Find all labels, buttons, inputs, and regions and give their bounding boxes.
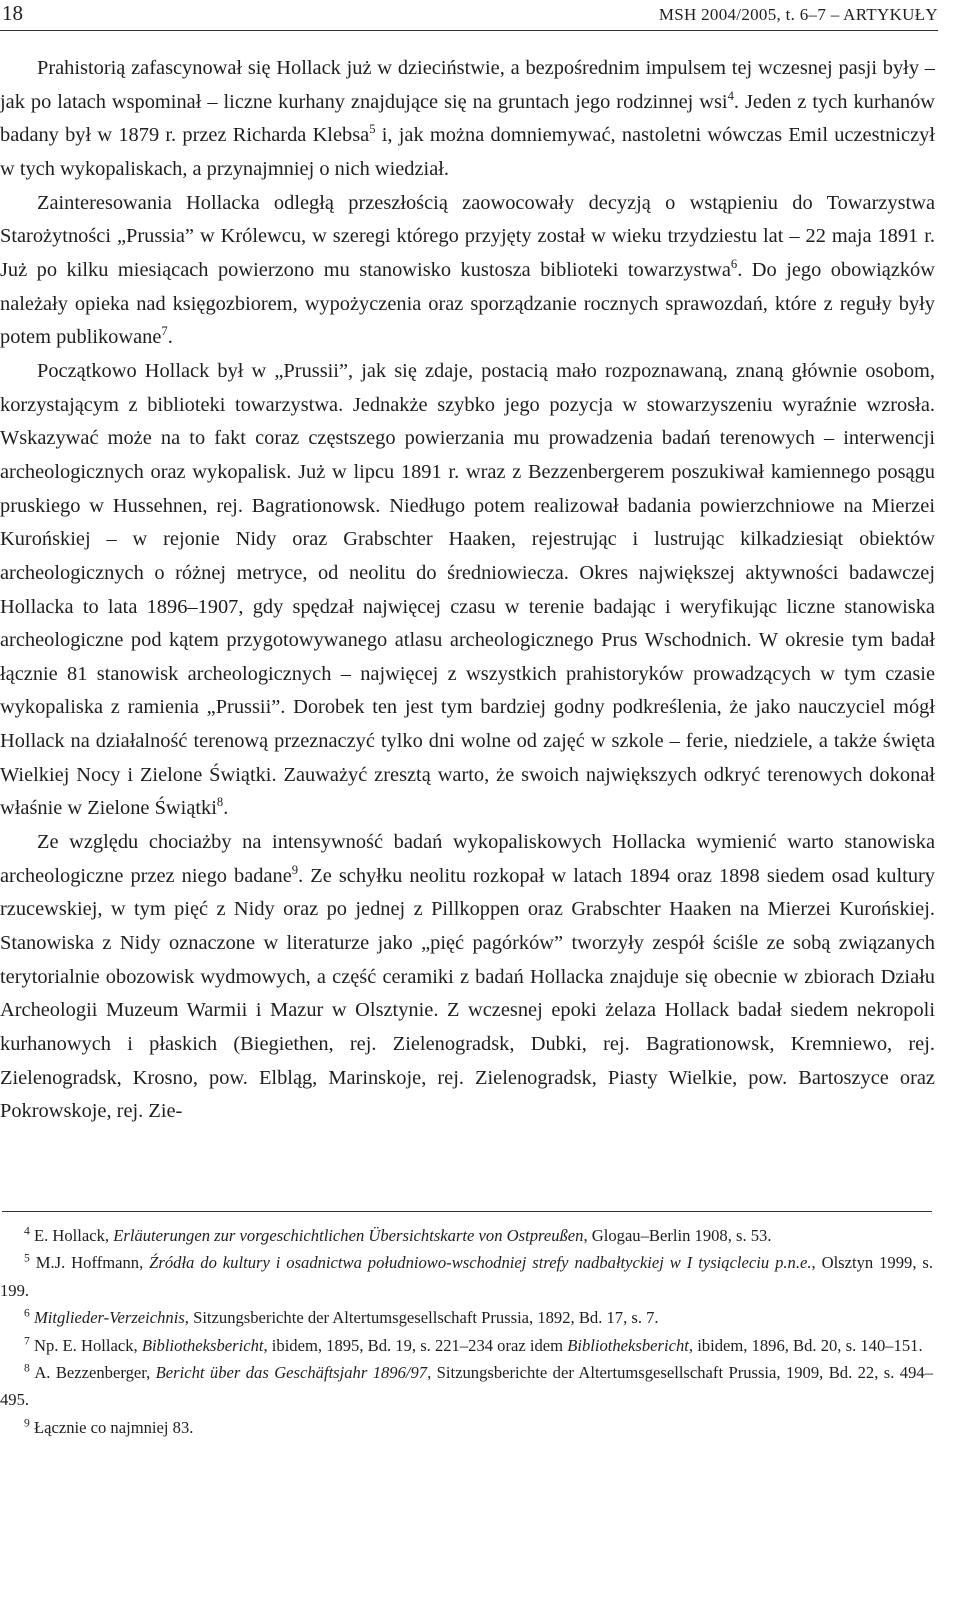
footnote-text: Łącznie co najmniej 83. xyxy=(33,1417,194,1437)
footnote xyxy=(0,1414,933,1441)
footnote-ref[interactable]: 7 xyxy=(161,324,168,339)
footnote-ref[interactable]: 6 xyxy=(730,257,738,272)
footnote-number: 7 xyxy=(24,1334,30,1348)
paragraph-text: i, jak można domniemywać, nastoletni wówczas Emil uczestniczył w tych wykopaliskach, a przynajmniej o nich wiedział. xyxy=(0,124,935,180)
footnote-title: Erläuterungen zur vorgeschichtlichen Übersichtskarte von Ostpreußen xyxy=(113,1226,584,1245)
footnote-text: , Sitzungsberichte der Altertumsgesellschaft Prussia, 1892, Bd. 17, s. 7. xyxy=(184,1308,659,1328)
footnotes xyxy=(0,1222,933,1441)
page-number: 18 xyxy=(2,1,23,25)
footnote-title: Źródła do kultury i osadnictwa południowo-wschodniej strefy nadbałtyckiej w I tysiącleciu p.n.e. xyxy=(149,1253,812,1273)
paragraph-text: Zainteresowania Hollacka odległą przeszłością zaowocowały decyzją o wstąpieniu do Towarzystwa Starożytności „Prussia” w Królewcu, w szeregi którego przyjęty został w wieku trzydziestu lat – 22 maja 1891 r. Już po kilku miesiącach powierzono mu stanowisko kustosza biblioteki towarzystwa xyxy=(0,191,935,281)
paragraph xyxy=(0,826,935,1129)
footnote-text: E. Hollack, xyxy=(33,1226,114,1245)
footnote-number: 8 xyxy=(24,1361,30,1375)
paragraph-text: Początkowo Hollack był w „Prussii”, jak się zdaje, postacią mało rozpoznawaną, znaną głównie osobom, korzystającym z biblioteki towarzystwa. Jednakże szybko jego pozycja w stowarzyszeniu wyraźnie wzrosła. Wskazywać może na to fakt coraz częstszego powierzania mu prowadzenia badań terenowych – interwencji archeologicznych oraz wykopalisk. Już w lipcu 1891 r. wraz z Bezzenbergerem poszukiwał kamiennego posągu pruskiego w Hussehnen, rej. Bagrationowsk. Niedługo potem realizował badania powierzchniowe na Mierzei Kurońskiej – w rejonie Nidy oraz Grabschter Haaken, rejestrując i lustrując kilkadziesiąt obiektów archeologicznych o różnej metryce, od neolitu do średniowiecza. Okres największej aktywności badawczej Hollacka to lata 1896–1907, gdy spędzał najwięcej czasu w terenie badając i weryfikując liczne stanowiska archeologiczne pod kątem przygotowywanego atlasu archeologicznego Prus Wschodnich. W okresie tym badał łącznie 81 stanowisk archeologicznych – najwięcej z wszystkich prahistoryków prowadzących w tym czasie wykopaliska z ramienia „Prussii”. Dorobek ten jest tym bardziej godny podkreślenia, że jako nauczyciel mógł Hollack na działalność terenową przeznaczyć tylko dni wolne od zajęć w szkole – ferie, niedziele, a także święta Wielkiej Nocy i Zielone Świątki. Zauważyć zresztą warto, że swoich największych odkryć terenowych dokonał właśnie w Zielone Świątki xyxy=(0,359,935,820)
page-header xyxy=(0,0,938,31)
paragraph xyxy=(0,187,935,355)
footnote-ref[interactable]: 5 xyxy=(369,122,376,137)
paragraph-text: . Ze schyłku neolitu rozkopał w latach 1894 oraz 1898 siedem osad kultury rzucewskiej, w tym pięć z Nidy oraz po jednej z Pillkoppen oraz Grabschter Haaken na Mierzei Kurońskiej. Stanowiska z Nidy oznaczone w literaturze jako „pięć pagórków” tworzyły zespół ściśle ze sobą związanych terytorialnie obozowisk wydmowych, a część ceramiki z badań Hollacka znajduje się obecnie w zbiorach Działu Archeologii Muzeum Warmii i Mazur w Olsztynie. Z wczesnej epoki żelaza Hollack badał siedem nekropoli kurhanowych i płaskich (Biegiethen, rej. Zielenogradsk, Dubki, rej. Bagrationowsk, Kremniewo, rej. Zielenogradsk, Krosno, pow. Elbląg, Marinskoje, rej. Zielenogradsk, Piasty Wielkie, pow. Bartoszyce oraz Pokrowskoje, rej. Zie- xyxy=(0,864,935,1123)
footnote-ref[interactable]: 9 xyxy=(291,862,299,877)
footnote-text: , ibidem, 1896, Bd. 20, s. 140–151. xyxy=(688,1335,923,1355)
footnote xyxy=(0,1304,933,1331)
footnote-text: , Sitzungsberichte der Altertumsgesellschaft Prussia, 1909, Bd. 22, s. 494–495. xyxy=(0,1363,933,1410)
footnote-divider xyxy=(2,1211,932,1212)
footnote xyxy=(0,1332,933,1359)
main-text xyxy=(0,52,935,1129)
footnote xyxy=(0,1359,933,1414)
footnote-ref[interactable]: 4 xyxy=(727,88,734,103)
footnote xyxy=(0,1222,933,1249)
footnote-text: Np. E. Hollack, xyxy=(33,1335,142,1355)
footnote-text: , Glogau–Berlin 1908, s. 53. xyxy=(583,1226,772,1245)
paragraph-text: . xyxy=(167,326,173,349)
paragraph-text: . xyxy=(223,797,229,820)
paragraph-text: . Do jego obowiązków należały opieka nad księgozbiorem, wypożyczenia oraz sporządzanie rocznych sprawozdań, które z reguły były potem publikowane xyxy=(0,258,935,349)
footnote-title: Bibliotheksbericht xyxy=(141,1335,264,1355)
footnote-text: M.J. Hoffmann, xyxy=(35,1253,150,1273)
paragraph-text: Prahistorią zafascynował się Hollack już w dzieciństwie, a bezpośrednim impulsem tej wczesnej pasji były – jak po latach wspominał – liczne kurhany znajdujące się na gruntach jego rodzinnej wsi xyxy=(0,57,935,113)
footnote-text: , ibidem, 1895, Bd. 19, s. 221–234 oraz idem xyxy=(263,1335,568,1355)
paragraph-text: Ze względu chociażby na intensywność badań wykopaliskowych Hollacka wymienić warto stanowiska archeologiczne przez niego badane xyxy=(0,831,935,887)
footnote-number: 5 xyxy=(24,1251,30,1265)
paragraph xyxy=(0,355,935,826)
footnote xyxy=(0,1249,933,1304)
footnote-text: A. Bezzenberger, xyxy=(34,1363,156,1383)
footnote-title: Bibliotheksbericht xyxy=(567,1335,689,1355)
footnote-title: Bericht über das Geschäftsjahr 1896/97 xyxy=(155,1363,428,1383)
footnote-text: , Olsztyn 1999, s. 199. xyxy=(0,1253,934,1300)
footnote-number: 6 xyxy=(24,1306,30,1320)
running-title: MSH 2004/2005, t. 6–7 – ARTYKUŁY xyxy=(658,5,938,24)
footnote-number: 9 xyxy=(24,1416,30,1430)
footnote-ref[interactable]: 8 xyxy=(216,795,224,810)
paragraph-text: . Jeden z tych kurhanów badany był w 1879 r. przez Richarda Klebsa xyxy=(0,90,935,147)
footnote-number: 4 xyxy=(24,1224,30,1238)
paragraph xyxy=(0,52,935,187)
footnote-title: Mitglieder-Verzeichnis xyxy=(33,1308,185,1328)
